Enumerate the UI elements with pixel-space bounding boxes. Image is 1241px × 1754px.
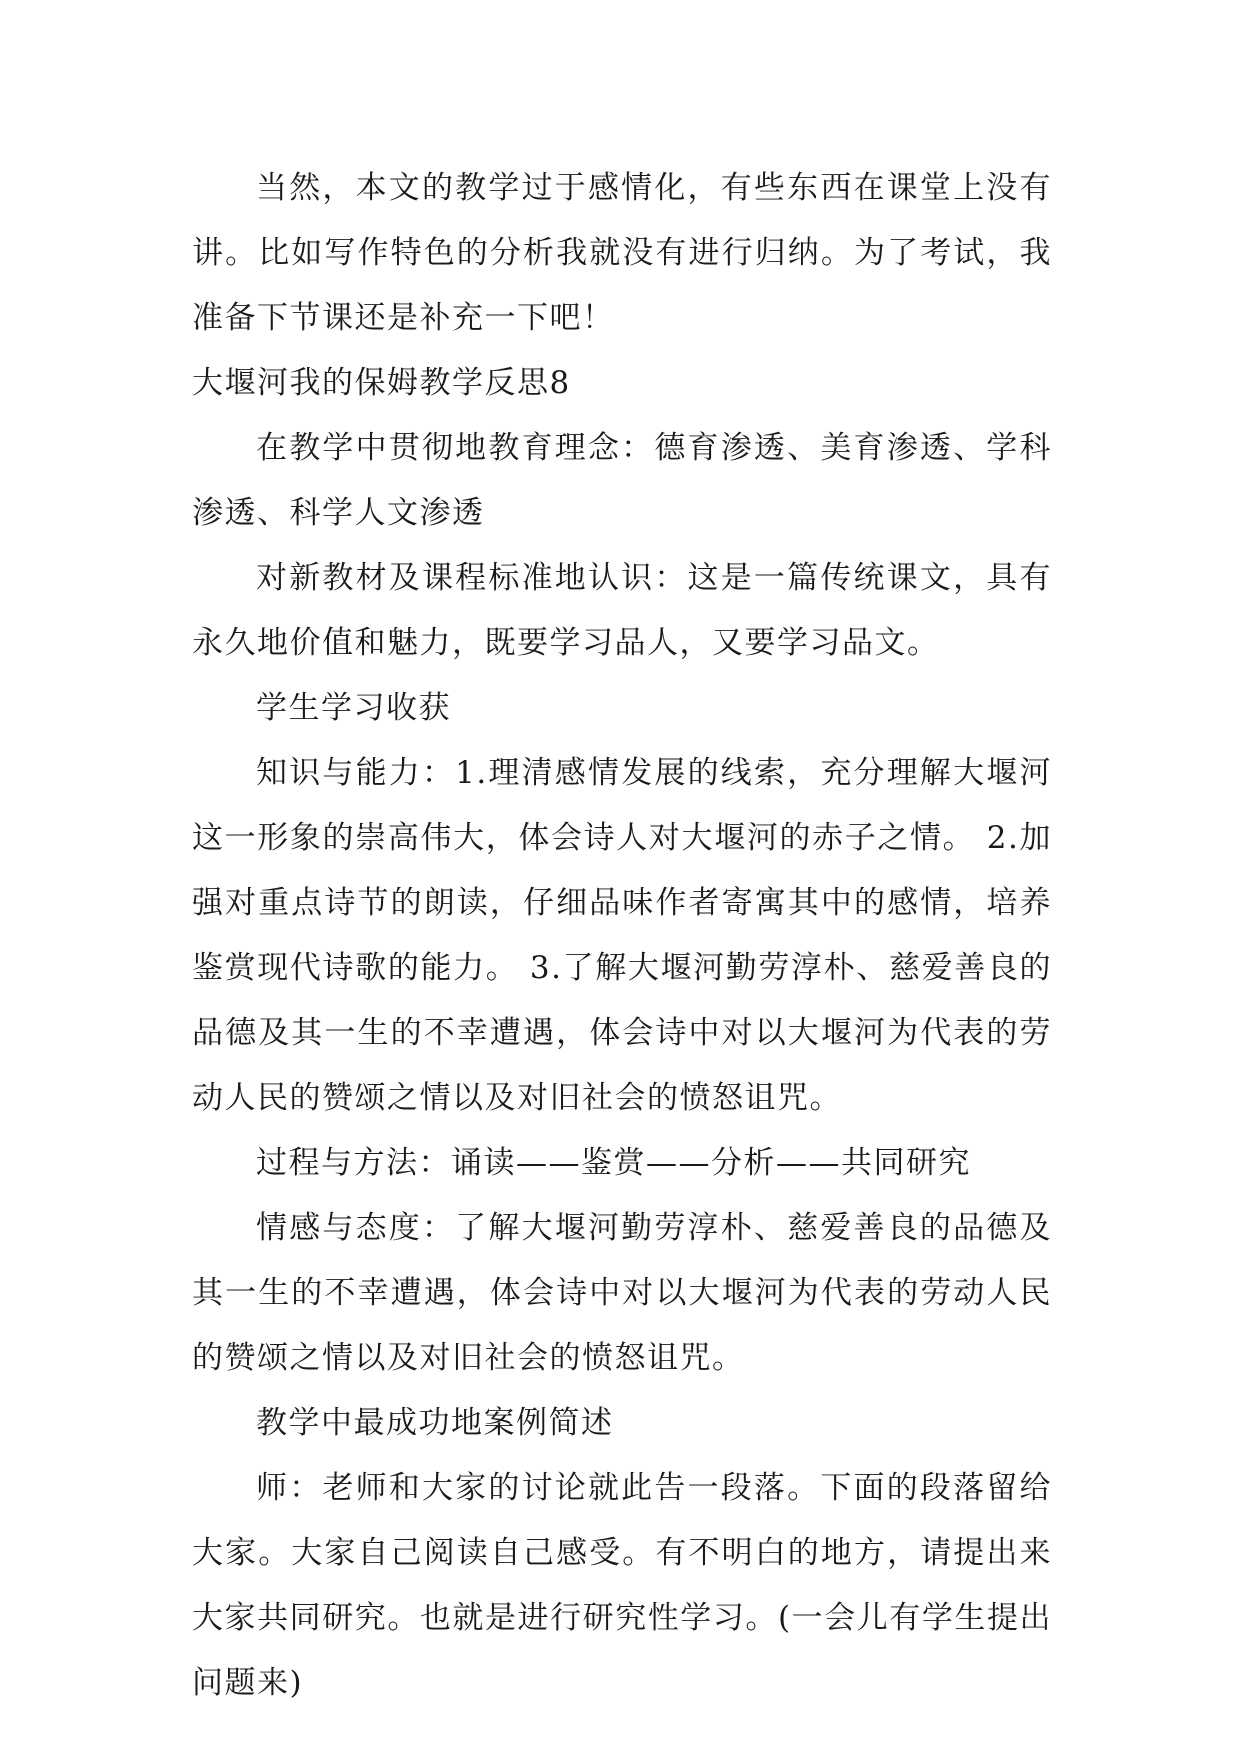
paragraph-process-method: 过程与方法：诵读——鉴赏——分析——共同研究 xyxy=(256,1145,971,1181)
paragraph-emotion-attitude: 情感与态度：了解大堰河勤劳淳朴、慈爱善良的品德及其一生的不幸遭遇，体会诗中对以大堰河为代表的劳动人民的赞颂之情以及对旧社会的愤怒诅咒。 xyxy=(192,1210,1052,1376)
paragraph-student-gains-heading: 学生学习收获 xyxy=(256,690,451,726)
paragraph-case-heading: 教学中最成功地案例简述 xyxy=(256,1405,614,1441)
section-heading: 大堰河我的保姆教学反思8 xyxy=(192,365,571,401)
document-body xyxy=(192,156,1052,1716)
paragraph-case-description: 师：老师和大家的讨论就此告一段落。下面的段落留给大家。大家自己阅读自己感受。有不明白的地方，请提出来大家共同研究。也就是进行研究性学习。(一会儿有学生提出问题来) xyxy=(192,1470,1052,1701)
paragraph-knowledge-ability: 知识与能力：1.理清感情发展的线索，充分理解大堰河这一形象的崇高伟大，体会诗人对大堰河的赤子之情。 2.加强对重点诗节的朗读，仔细品味作者寄寓其中的感情，培养鉴赏现代诗歌的能力。 3.了解大堰河勤劳淳朴、慈爱善良的品德及其一生的不幸遭遇，体会诗中对以大堰河为代表的劳动人民的赞颂之情以及对旧社会的愤怒诅咒。 xyxy=(192,755,1052,1116)
paragraph-teaching-philosophy: 在教学中贯彻地教育理念：德育渗透、美育渗透、学科渗透、科学人文渗透 xyxy=(192,430,1052,531)
paragraph-conclusion: 当然，本文的教学过于感情化，有些东西在课堂上没有讲。比如写作特色的分析我就没有进行归纳。为了考试，我准备下节课还是补充一下吧！ xyxy=(192,170,1052,336)
paragraph-curriculum-understanding: 对新教材及课程标准地认识：这是一篇传统课文，具有永久地价值和魅力，既要学习品人，又要学习品文。 xyxy=(192,560,1052,661)
